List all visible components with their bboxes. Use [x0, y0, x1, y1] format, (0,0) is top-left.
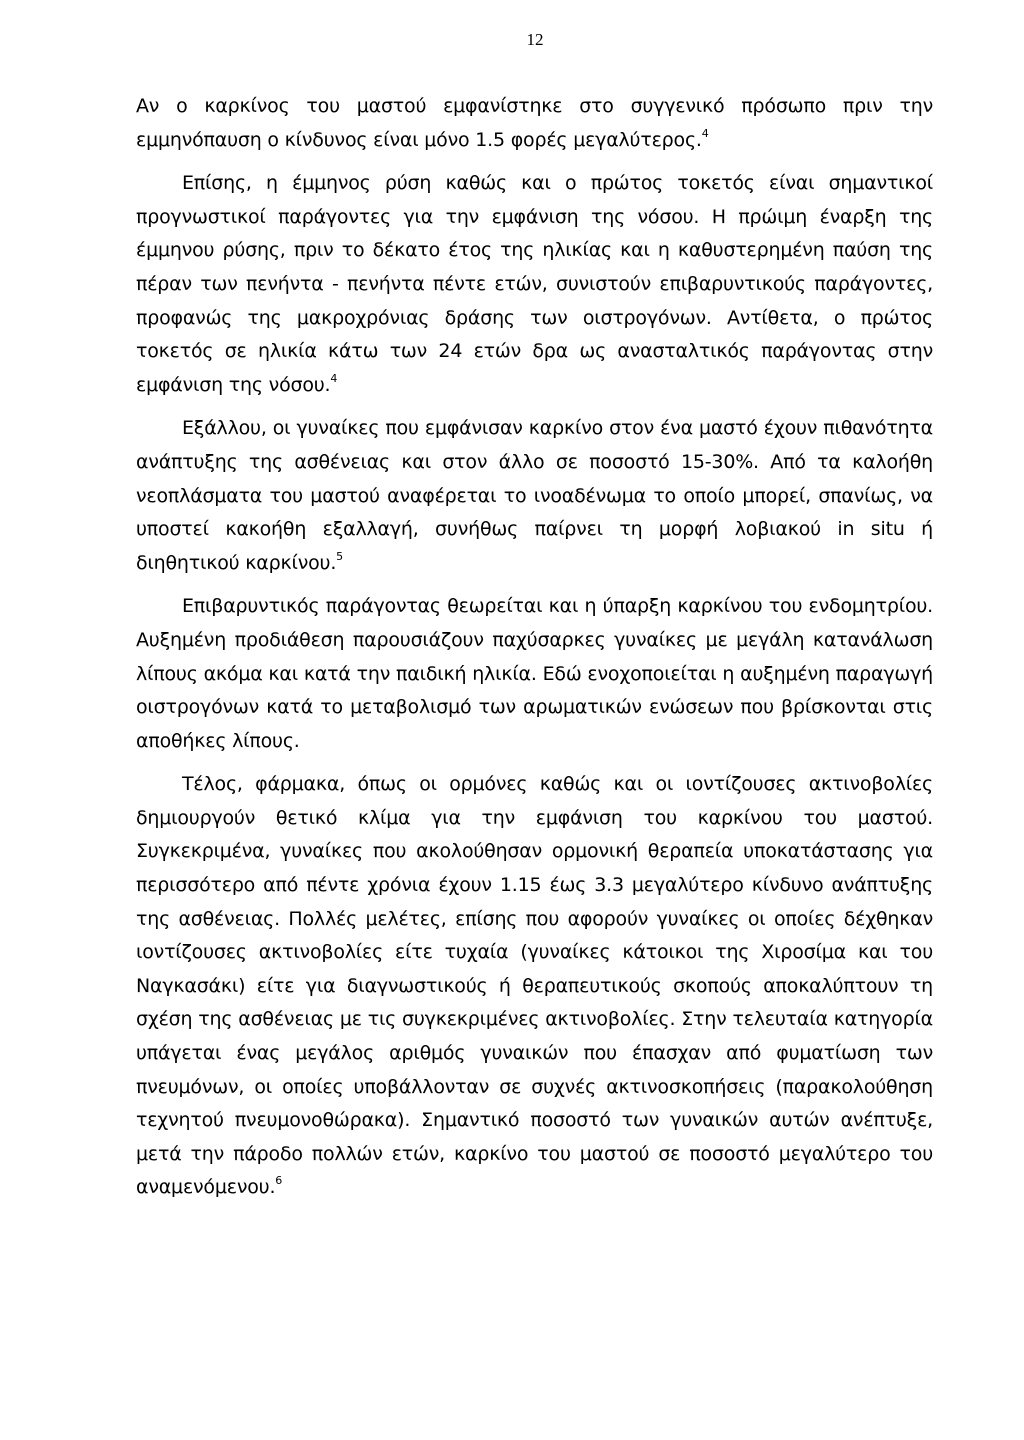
- footnote-ref: 5: [336, 549, 343, 563]
- paragraph-contralateral: [136, 412, 933, 580]
- paragraph-text: Εξάλλου, οι γυναίκες που εμφάνισαν καρκίνο στον ένα μαστό έχουν πιθανότητα ανάπτυξης της ασθένειας και στον άλλο σε ποσοστό 15-30%. Από τα καλοήθη νεοπλάσματα του μαστού αναφέρεται το ινοαδένωμα το οποίο μπορεί, σπανίως, να υποστεί κακοήθη εξαλλαγή, συνήθως παίρνει τη μορφή λοβιακού in situ ή διηθητικού καρκίνου.: [136, 417, 933, 574]
- paragraph-family-history: [136, 90, 933, 157]
- body-text: [136, 90, 933, 1215]
- footnote-ref: 4: [330, 371, 338, 385]
- paragraph-text: Επίσης, η έμμηνος ρύση καθώς και ο πρώτος τοκετός είναι σημαντικοί προγνωστικοί παράγοντες για την εμφάνιση της νόσου. Η πρώιμη έναρξη της έμμηνου ρύσης, πριν το δέκατο έτος της ηλικίας και η καθυστερημένη παύση της πέραν των πενήντα - πενήντα πέντε ετών, συνιστούν επιβαρυντικούς παράγοντες, προφανώς της μακροχρόνιας δράσης των οιστρογόνων. Αντίθετα, ο πρώτος τοκετός σε ηλικία κάτω των 24 ετών δρα ως ανασταλτικός παράγοντας στην εμφάνιση της νόσου.: [136, 172, 933, 396]
- page-number: 12: [526, 30, 544, 49]
- paragraph-menstruation: [136, 167, 933, 402]
- paragraph-text: Αν ο καρκίνος του μαστού εμφανίστηκε στο συγγενικό πρόσωπο πριν την εμμηνόπαυση ο κίνδυνος είναι μόνο 1.5 φορές μεγαλύτερος.: [136, 95, 933, 151]
- paragraph-endometrial: [136, 590, 933, 758]
- paragraph-hormones-radiation: [136, 768, 933, 1205]
- paragraph-text: Τέλος, φάρμακα, όπως οι ορμόνες καθώς και οι ιοντίζουσες ακτινοβολίες δημιουργούν θετικό κλίμα για την εμφάνιση του καρκίνου του μαστού. Συγκεκριμένα, γυναίκες που ακολούθησαν ορμονική θεραπεία υποκατάστασης για περισσότερο από πέντε χρόνια έχουν 1.15 έως 3.3 μεγαλύτερο κίνδυνο ανάπτυξης της ασθένειας. Πολλές μελέτες, επίσης που αφορούν γυναίκες οι οποίες δέχθηκαν ιοντίζουσες ακτινοβολίες είτε τυχαία (γυναίκες κάτοικοι της Χιροσίμα και του Ναγκασάκι) είτε για διαγνωστικούς ή θεραπευτικούς σκοπούς αποκαλύπτουν τη σχέση της ασθένειας με τις συγκεκριμένες ακτινοβολίες. Στην τελευταία κατηγορία υπάγεται ένας μεγάλος αριθμός γυναικών που έπασχαν από φυματίωση των πνευμόνων, οι οποίες υποβάλλονταν σε συχνές ακτινοσκοπήσεις (παρακολούθηση τεχνητού πνευμονοθώρακα). Σημαντικό ποσοστό των γυναικών αυτών ανέπτυξε, μετά την πάροδο πολλών ετών, καρκίνο του μαστού σε ποσοστό μεγαλύτερο του αναμενόμενου.: [136, 773, 933, 1199]
- footnote-ref: 6: [275, 1174, 283, 1188]
- footnote-ref: 4: [701, 126, 709, 140]
- paragraph-text: Επιβαρυντικός παράγοντας θεωρείται και η ύπαρξη καρκίνου του ενδομητρίου. Αυξημένη προδιάθεση παρουσιάζουν παχύσαρκες γυναίκες με μεγάλη κατανάλωση λίπους ακόμα και κατά την παιδική ηλικία. Εδώ ενοχοποιείται η αυξημένη παραγωγή οιστρογόνων κατά το μεταβολισμό των αρωματικών ενώσεων που βρίσκονται στις αποθήκες λίπους.: [136, 595, 933, 752]
